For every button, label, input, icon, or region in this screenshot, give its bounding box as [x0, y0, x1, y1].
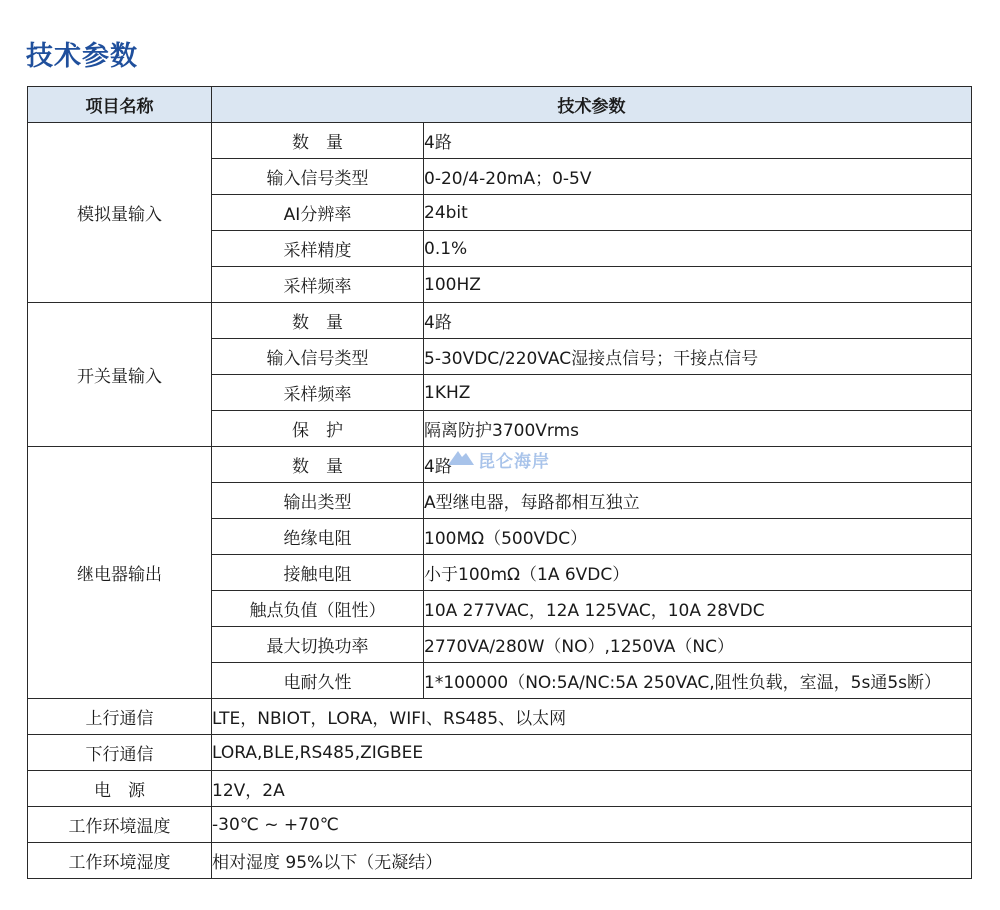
item-value-cell: 相对湿度 95%以下（无凝结） — [212, 843, 972, 879]
table-row — [28, 699, 972, 735]
table-row — [28, 771, 972, 807]
param-name-cell: 电耐久性 — [212, 663, 424, 699]
param-value-cell: 隔离防护3700Vrms — [424, 411, 972, 447]
item-value-cell: LTE，NBIOT，LORA，WIFI、RS485、以太网 — [212, 699, 972, 735]
param-value-cell: 4路 — [424, 303, 972, 339]
param-value-cell: 24bit — [424, 195, 972, 231]
header-item-name: 项目名称 — [28, 87, 212, 123]
param-name-cell: 接触电阻 — [212, 555, 424, 591]
table-row — [28, 735, 972, 771]
param-name-cell: 绝缘电阻 — [212, 519, 424, 555]
param-name-cell: 采样精度 — [212, 231, 424, 267]
param-name-cell: 输入信号类型 — [212, 339, 424, 375]
item-name-cell: 电 源 — [28, 771, 212, 807]
param-value-cell: 1KHZ — [424, 375, 972, 411]
table-row — [28, 303, 972, 339]
param-name-cell: 输出类型 — [212, 483, 424, 519]
param-name-cell: 输入信号类型 — [212, 159, 424, 195]
table-row — [28, 447, 972, 483]
param-name-cell: 触点负值（阻性） — [212, 591, 424, 627]
table-row — [28, 123, 972, 159]
param-value-cell: 10A 277VAC，12A 125VAC，10A 28VDC — [424, 591, 972, 627]
header-spec: 技术参数 — [212, 87, 972, 123]
item-value-cell: 12V，2A — [212, 771, 972, 807]
item-value-cell: -30℃ ~ +70℃ — [212, 807, 972, 843]
table-header-row — [28, 87, 972, 123]
param-value-cell: 5-30VDC/220VAC湿接点信号；干接点信号 — [424, 339, 972, 375]
param-value-cell: 100HZ — [424, 267, 972, 303]
param-value-cell: 0.1% — [424, 231, 972, 267]
param-name-cell: 采样频率 — [212, 267, 424, 303]
param-name-cell: 数 量 — [212, 303, 424, 339]
param-name-cell: 保 护 — [212, 411, 424, 447]
param-value-cell: 100MΩ（500VDC） — [424, 519, 972, 555]
param-value-cell: 4路 — [424, 123, 972, 159]
group-name-cell: 继电器输出 — [28, 447, 212, 699]
item-name-cell: 工作环境湿度 — [28, 843, 212, 879]
param-value-cell: 2770VA/280W（NO）,1250VA（NC） — [424, 627, 972, 663]
item-value-cell: LORA,BLE,RS485,ZIGBEE — [212, 735, 972, 771]
table-row — [28, 843, 972, 879]
param-value-cell: 0-20/4-20mA；0-5V — [424, 159, 972, 195]
page-title: 技术参数 — [26, 41, 138, 72]
watermark-text: 昆仑海岸 — [478, 452, 550, 472]
group-name-cell: 开关量输入 — [28, 303, 212, 447]
param-name-cell: 数 量 — [212, 447, 424, 483]
table-row — [28, 807, 972, 843]
param-value-cell: 小于100mΩ（1A 6VDC） — [424, 555, 972, 591]
param-value-cell: A型继电器，每路都相互独立 — [424, 483, 972, 519]
param-value-cell: 1*100000（NO:5A/NC:5A 250VAC,阻性负载，室温，5s通5s断） — [424, 663, 972, 699]
param-name-cell: AI分辨率 — [212, 195, 424, 231]
param-name-cell: 采样频率 — [212, 375, 424, 411]
item-name-cell: 下行通信 — [28, 735, 212, 771]
group-name-cell: 模拟量输入 — [28, 123, 212, 303]
item-name-cell: 工作环境温度 — [28, 807, 212, 843]
param-name-cell: 最大切换功率 — [212, 627, 424, 663]
param-value-cell: 4路 — [424, 447, 972, 483]
item-name-cell: 上行通信 — [28, 699, 212, 735]
spec-table — [27, 86, 972, 879]
param-name-cell: 数 量 — [212, 123, 424, 159]
